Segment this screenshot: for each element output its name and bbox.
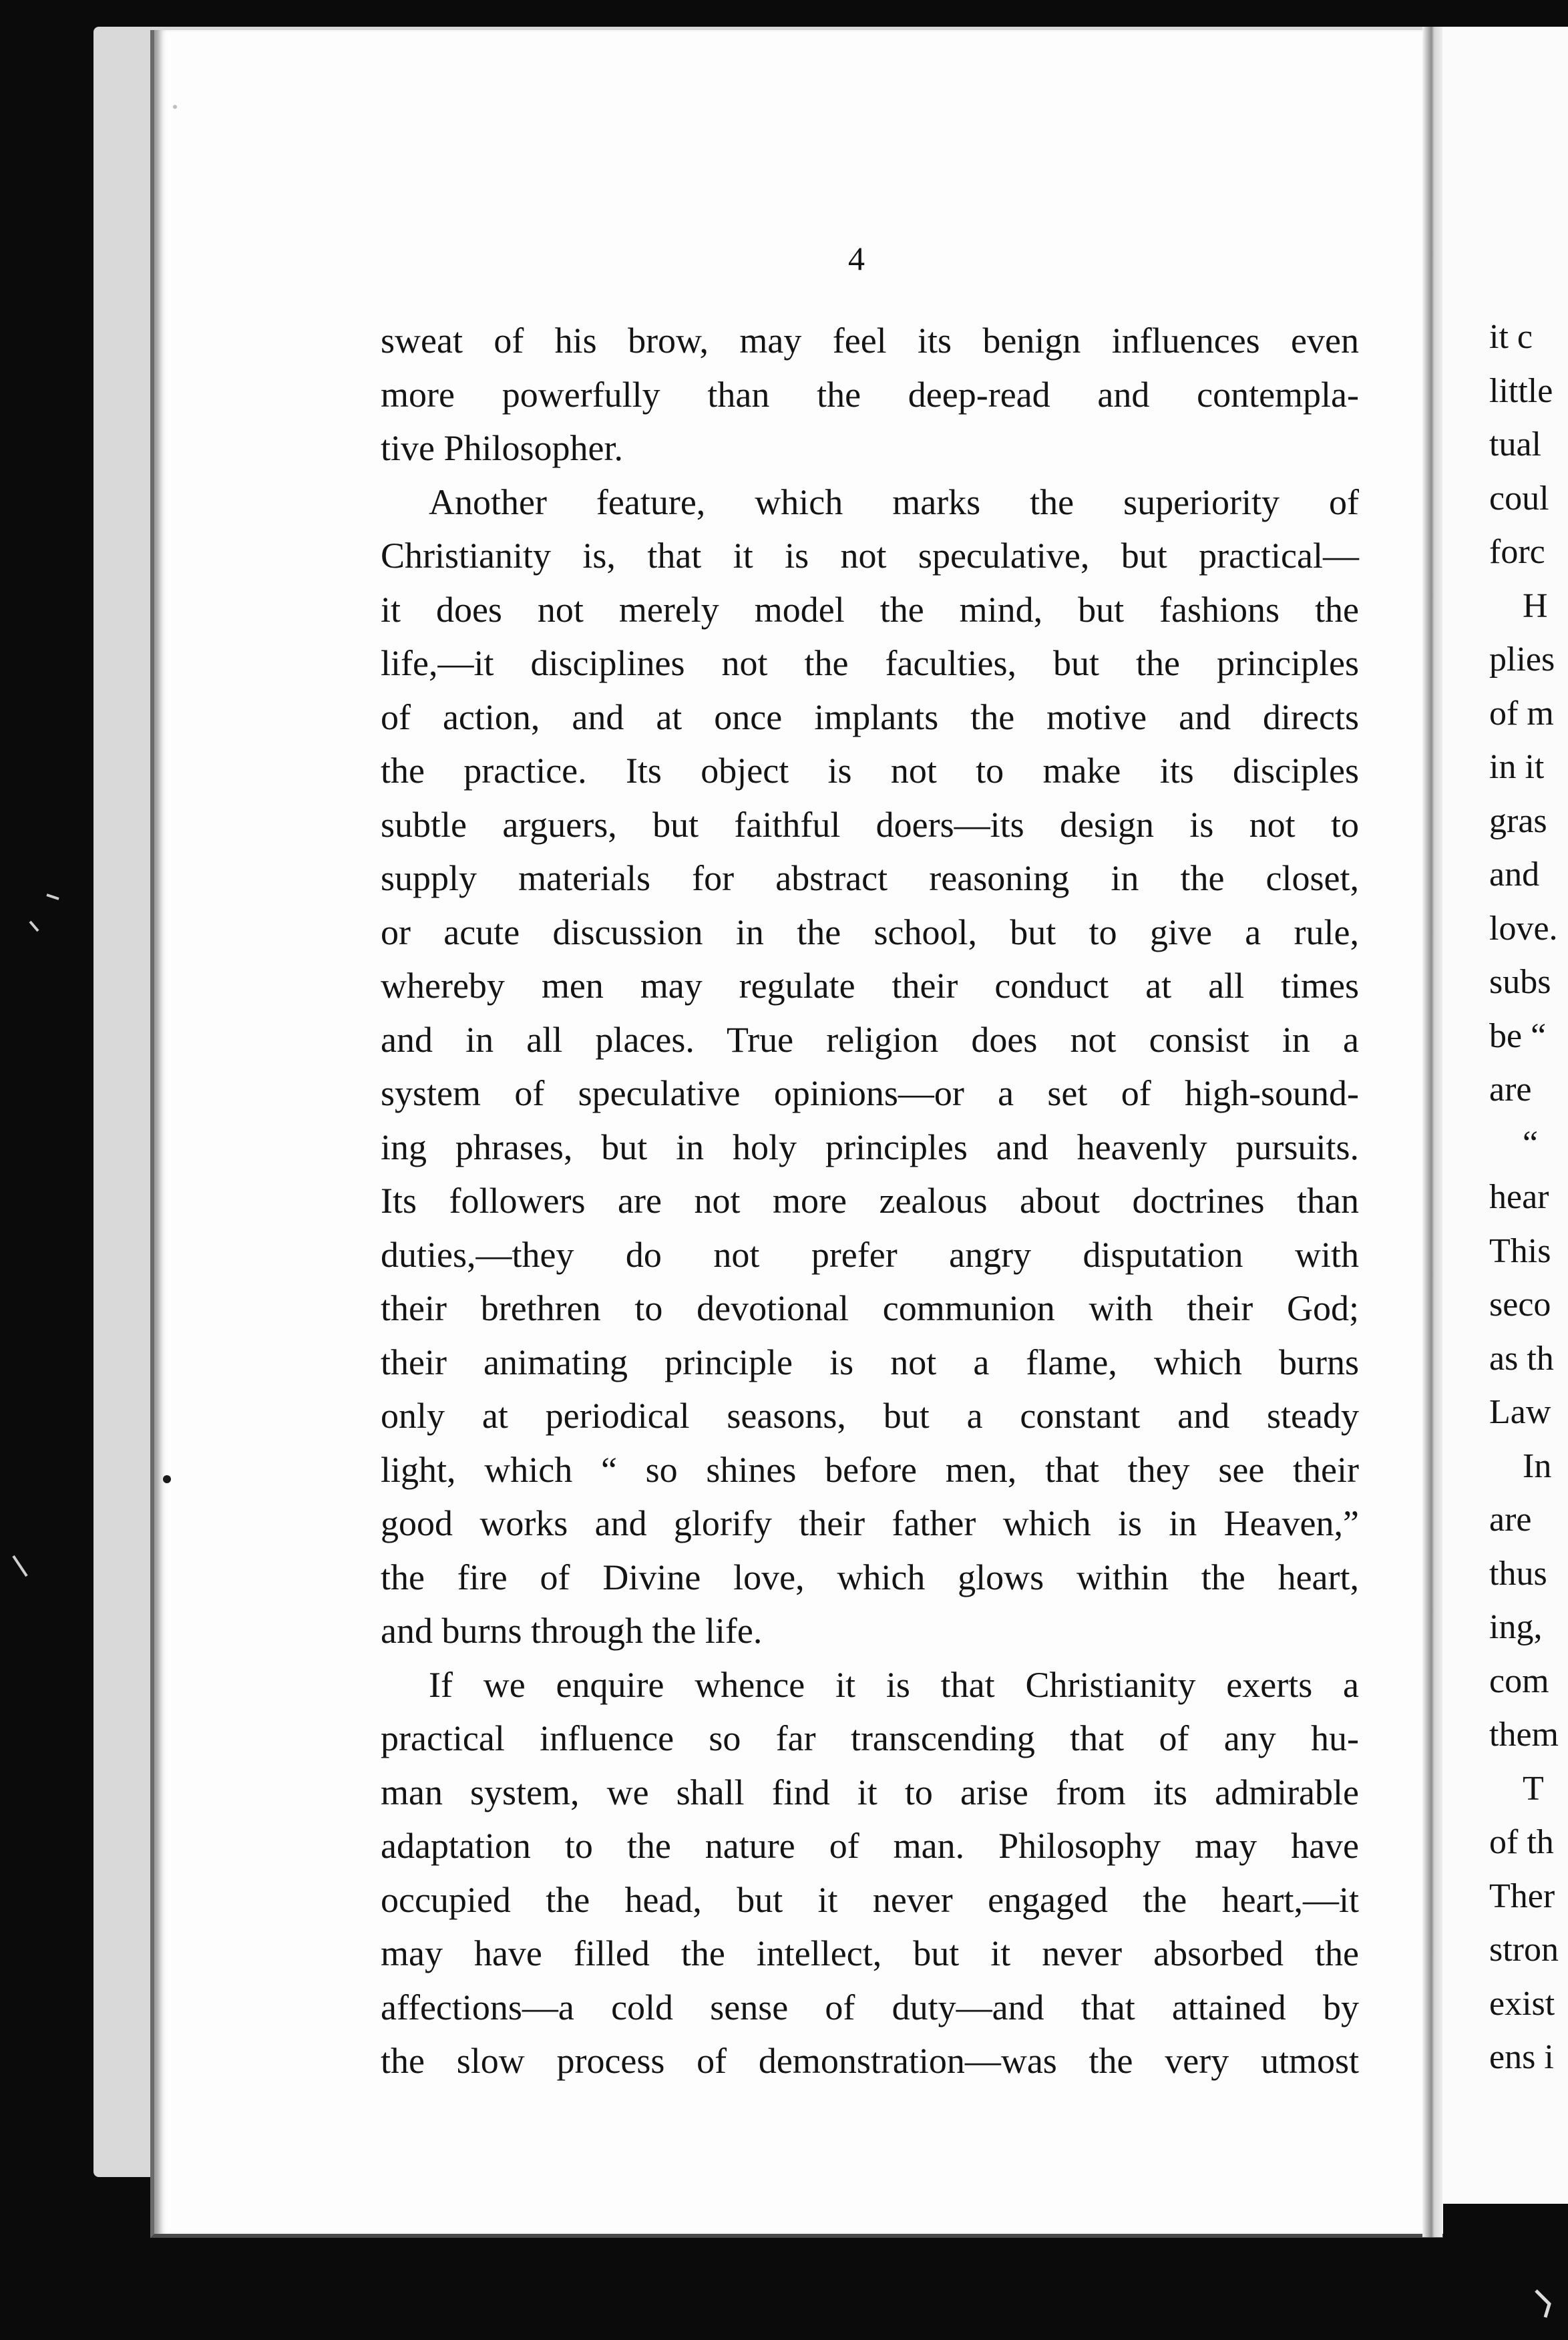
text-line: supply materials for abstract reasoning in the closet,: [381, 858, 1359, 898]
facing-line: T: [1523, 1769, 1544, 1808]
facing-line: hear: [1489, 1178, 1549, 1216]
text-line: affections—a cold sense of duty—and that attained by: [381, 1987, 1359, 2027]
facing-line: exist: [1489, 1984, 1555, 2023]
facing-line: of m: [1489, 694, 1554, 733]
facing-line: little: [1489, 371, 1553, 410]
facing-line: gras: [1489, 801, 1547, 840]
facing-line: subs: [1489, 963, 1551, 1001]
facing-line: com: [1489, 1662, 1549, 1700]
text-line: of action, and at once implants the motive and directs: [381, 697, 1359, 737]
facing-line: ing,: [1489, 1608, 1543, 1646]
text-line: it does not merely model the mind, but fashions the: [381, 589, 1359, 630]
text-line: If we enquire whence it is that Christianity exerts a: [429, 1664, 1359, 1705]
text-line: their animating principle is not a flame, which burns: [381, 1342, 1359, 1382]
facing-line: them: [1489, 1716, 1559, 1754]
facing-line: Ther: [1489, 1877, 1555, 1915]
facing-line: thus: [1489, 1554, 1547, 1593]
facing-line: coul: [1489, 479, 1549, 518]
facing-line: as th: [1489, 1339, 1554, 1378]
facing-line: be “: [1489, 1016, 1547, 1055]
text-line: life,—it disciplines not the faculties, but the principles: [381, 643, 1359, 683]
dust-mark: [47, 895, 59, 899]
text-line: or acute discussion in the school, but to give a rule,: [381, 912, 1359, 952]
text-line: Another feature, which marks the superiority of: [429, 481, 1359, 522]
text-line: Christianity is, that it is not speculative, but practical—: [381, 536, 1359, 576]
text-line: occupied the head, but it never engaged the heart,—it: [381, 1879, 1359, 1920]
facing-line: ens i: [1489, 2038, 1554, 2076]
text-line: practical influence so far transcending that of any hu-: [381, 1718, 1359, 1758]
facing-line: tual: [1489, 425, 1541, 463]
text-line: and burns through the life.: [381, 1611, 763, 1651]
text-line: adaptation to the nature of man. Philosophy may have: [381, 1826, 1359, 1866]
text-line: their brethren to devotional communion with their God;: [381, 1288, 1359, 1328]
text-line: good works and glorify their father which is in Heaven,”: [381, 1503, 1359, 1543]
page-number: 4: [848, 240, 865, 277]
text-line: Its followers are not more zealous about doctrines than: [381, 1181, 1359, 1221]
facing-line: “: [1523, 1124, 1539, 1163]
text-line: may have filled the intellect, but it never absorbed the: [381, 1933, 1359, 1973]
facing-line: seco: [1489, 1286, 1551, 1324]
facing-line: forc: [1489, 533, 1545, 571]
text-line: the slow process of demonstration—was the very utmost: [381, 2041, 1359, 2081]
facing-line: and: [1489, 855, 1540, 894]
facing-line: In: [1523, 1446, 1552, 1485]
facing-line: stron: [1489, 1931, 1559, 1969]
text-line: system of speculative opinions—or a set of high-sound-: [381, 1073, 1359, 1113]
facing-line: are: [1489, 1070, 1532, 1109]
facing-line: plies: [1489, 640, 1555, 678]
dust-mark: [30, 922, 38, 931]
text-line: sweat of his brow, may feel its benign influences even: [381, 321, 1359, 361]
text-line: man system, we shall find it to arise from its admirable: [381, 1772, 1359, 1812]
facing-line: are: [1489, 1501, 1532, 1539]
text-line: whereby men may regulate their conduct at all times: [381, 966, 1359, 1006]
dust-mark: [13, 1556, 27, 1576]
facing-line: it c: [1489, 318, 1533, 356]
text-line: subtle arguers, but faithful doers—its design is not to: [381, 804, 1359, 845]
text-line: light, which “ so shines before men, that they see their: [381, 1449, 1359, 1490]
text-line: ing phrases, but in holy principles and heavenly pursuits.: [381, 1127, 1359, 1167]
text-line: duties,—they do not prefer angry disputation with: [381, 1234, 1359, 1275]
facing-line: This: [1489, 1231, 1551, 1270]
text-line: tive Philosopher.: [381, 428, 623, 468]
dust-speck: [173, 105, 177, 109]
facing-line: love.: [1489, 909, 1558, 948]
text-line: only at periodical seasons, but a constant and steady: [381, 1396, 1359, 1436]
text-line: and in all places. True religion does not consist in a: [381, 1019, 1359, 1060]
facing-line: Law: [1489, 1393, 1551, 1431]
facing-line: of th: [1489, 1823, 1554, 1861]
text-line: more powerfully than the deep-read and contempla-: [381, 374, 1359, 415]
text-line: the fire of Divine love, which glows within the heart,: [381, 1557, 1359, 1597]
facing-line: in it: [1489, 748, 1545, 786]
facing-line: H: [1523, 586, 1548, 625]
text-line: the practice. Its object is not to make its disciples: [381, 751, 1359, 791]
ink-speck: [163, 1475, 171, 1483]
dust-mark: [1536, 2291, 1549, 2317]
